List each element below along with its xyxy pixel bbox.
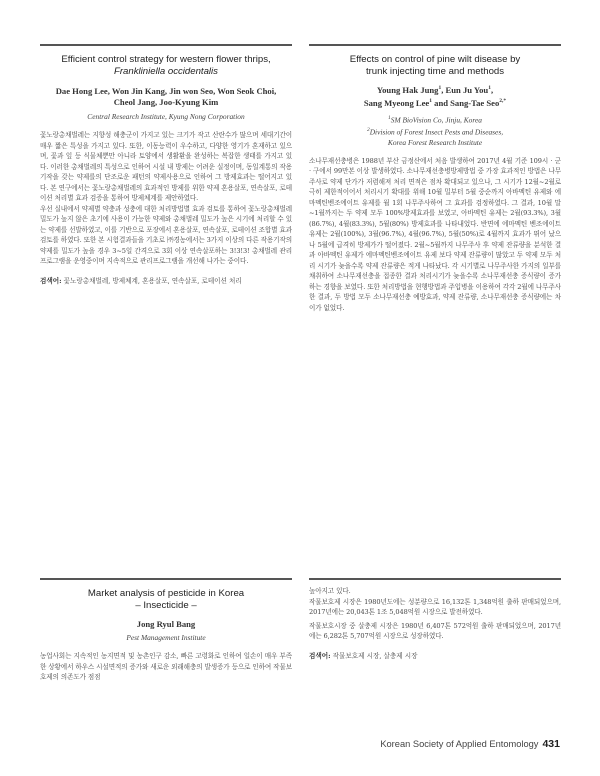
- article-1-authors: Dae Hong Lee, Won Jin Kang, Jin won Seo, Won Seok Choi, Cheol Jang, Joo-Kyung Kim: [55, 86, 277, 107]
- article-3-keywords-label: 검색어:: [309, 651, 331, 660]
- article-1-title: Efficient control strategy for western flower thrips, Frankliniella occidentalis: [61, 54, 271, 77]
- article-1-affiliation: Central Research Institute, Kyung Nong Corporation: [87, 112, 245, 121]
- article-3-left: [40, 588, 292, 683]
- article-2-affiliation: $^1$SM BioVision Co, Jinju, Korea $^2$Division of Forest Insect Pests and Diseases, Korea Forest Research Institute: [366, 114, 504, 147]
- page-number: 431: [542, 738, 560, 750]
- article-3-keywords-text: 작물보호제 시장, 살충제 시장: [332, 651, 418, 660]
- article-1-keywords-label: 검색어:: [40, 276, 62, 285]
- article-1-title-species: Frankliniella occidentalis: [114, 66, 218, 77]
- article-2-paragraph: 소나무재선충병은 1988년 부산 금정산에서 처음 발생하여 2017년 4월 기준 109시 · 군 · 구에서 99만본 이상 발생하였다. 소나무재선충병방제방법 중 가장 효과적인 방법은 나무주사로 약제 단가가 저렴해져 처리 면적은 점차 확대되고 있으나, 그 시기가 12월~2월로 극히 제한적이어서 처리시기 확대를 위해 10월 밀부터 5월 중순까지 아바멕틴 유제와 에마멕틴벤조에이트 유제를 월 1회 나무주사하여 그 효과를 검정하였다. 그 결과, 10월 말~1월까지는 두 약제 모두 100%방제효과를 보였고, 아바멕틴 유제는 2월(93.3%), 3월(86.7%), 4월(83.3%), 5월(80%) 방제효과를 나타내었다. 반면에 에마멕틴 벤조에이트 유제는 2월(100%), 3월(96.7%), 4월(96.7%), 5월(50%)로 4월까지 효과가 뛰어 났으나 5월에 급격히 방제가가 떨어졌다. 2월~5월까지 나무주사 후 약제 잔류량을 분석한 결과 아바멕틴 유제가 에마멕틴벤조에이트 유제 보다 약제 잔류량이 많았고 두 약제 모두 처리 시기가 늦을수록 약제 잔류량은 적게 나타났다. 각 시기별로 나무주사한 가지의 일부를 채취하여 소나무재선충을 접종한 결과 처리시기가 늦을수록 소나무재선충 증식량이 증가하는 경향을 보였다. 또한 처리방법을 현행방법과 주입병을 이용하여 각각 2월에 나무주사한 결과, 두 방법 모두 소나무재선충 예방효과, 약제 잔류량, 소나무재선충 증식량에는 차이가 없었다.: [309, 156, 561, 312]
- article-2-authors: Young Hak Jung$^1$, Eun Ju You$^1$, Sang Myeong Lee$^1$ and Sang-Tae Seo$^{2,*}$: [363, 84, 507, 108]
- article-1: [40, 54, 292, 286]
- page-footer: [380, 738, 560, 750]
- article-3-authors: Jong Ryul Bang: [136, 619, 196, 629]
- article-3-paragraph-1: 농업사회는 지속적인 농지면적 및 농촌인구 감소, 빠른 고령화로 인하여 일손이 매우 부족한 상황에서 하우스 시설면적의 증가와 새로운 외래해충의 발생증가 등으로 인하여 작물보호제의 의존도가 점점: [40, 652, 292, 681]
- top-rule-left: [40, 44, 292, 46]
- article-1-paragraph-2: 우선 실내에서 약제별 약충과 성충에 대한 처리방법별 효과 검토를 통하여 꽃노랑총채벌레 밀도가 높지 않은 초기에 사용이 가능한 약제와 총채벌레 밀도가 높은 시기에 처리할 수 있는 약제를 선발하였고, 이를 기반으로 포장에서 혼용살포, 연속살포, 로테이션 조합별 효과 검토를 하였다. 또한 본 시험결과들을 기초로 ㈜경농에서는 3가지 이상의 다른 작용기작의 약제를 밀도가 높을 경우 3~5일 간격으로 3회 이상 연속살포하는 3!3!3! 총채벌레 관리프로그램을 운영중이며 지속적으로 관리프로그램을 개선해 나가는 중이다.: [40, 204, 292, 265]
- article-3-keywords: [309, 651, 561, 662]
- article-3-paragraph-1-cont: 높아지고 있다.: [309, 587, 351, 595]
- article-3-title: Market analysis of pesticide in Korea – Insecticide –: [87, 588, 245, 611]
- article-3-paragraph-2: 작물보호제 시장은 1980년도에는 성분량으로 16,132톤 1,348억원 출하 판매되었으며, 2017년에는 20,043톤 1조 5,048억원 시장으로 발전하였다.: [309, 597, 561, 616]
- article-1-paragraph-1: 꽃노랑총채벌레는 지향성 해충군이 가지고 있는 크기가 작고 산란수가 많으며 세대기간이 매우 짧은 특성을 가지고 있다. 또한, 이동능력이 우수하고, 다양한 영기가 혼재하고 있으며, 꽃과 잎 등 식물체뿐만 아니라 토양에서 생활환을 완성하는 복잡한 생태를 가지고 있다. 이러한 총채벌레의 특성으로 인하여 시설 내 방제는 어려운 실정이며, 동일계통의 작용기작을 갖는 약제를의 단조로운 패턴의 약제사용으로 인하여 그 방제효과는 떨어지고 있다. 본 연구에서는 꽃노랑총채벌레의 효과적인 방제를 위한 약제 혼용살포, 연속살포, 로테이션 처리별 효과 검증을 통하여 방제체계를 제안하였다.: [40, 131, 292, 202]
- article-2-title: Effects on control of pine wilt disease by trunk injecting time and methods: [349, 54, 521, 77]
- top-rule-right: [309, 44, 561, 46]
- mid-rule-left: [40, 578, 292, 580]
- footer-society: Korean Society of Applied Entomology: [380, 739, 539, 749]
- mid-rule-right: [309, 578, 561, 580]
- article-3-right: [309, 586, 561, 661]
- article-1-keywords: [40, 276, 292, 287]
- article-3-affiliation: Pest Management Institute: [126, 633, 206, 642]
- article-1-keywords-text: 꽃노랑총채벌레, 방제체계, 혼용살포, 연속살포, 로테이션 처리: [63, 276, 242, 285]
- article-3-paragraph-3: 작물보호시장 중 살충제 시장은 1980년 6,407톤 572억원 출하 판매되었으며, 2017년에는 6,282톤 5,707억원 시장으로 성장하였다.: [309, 621, 561, 640]
- article-2: [309, 54, 561, 313]
